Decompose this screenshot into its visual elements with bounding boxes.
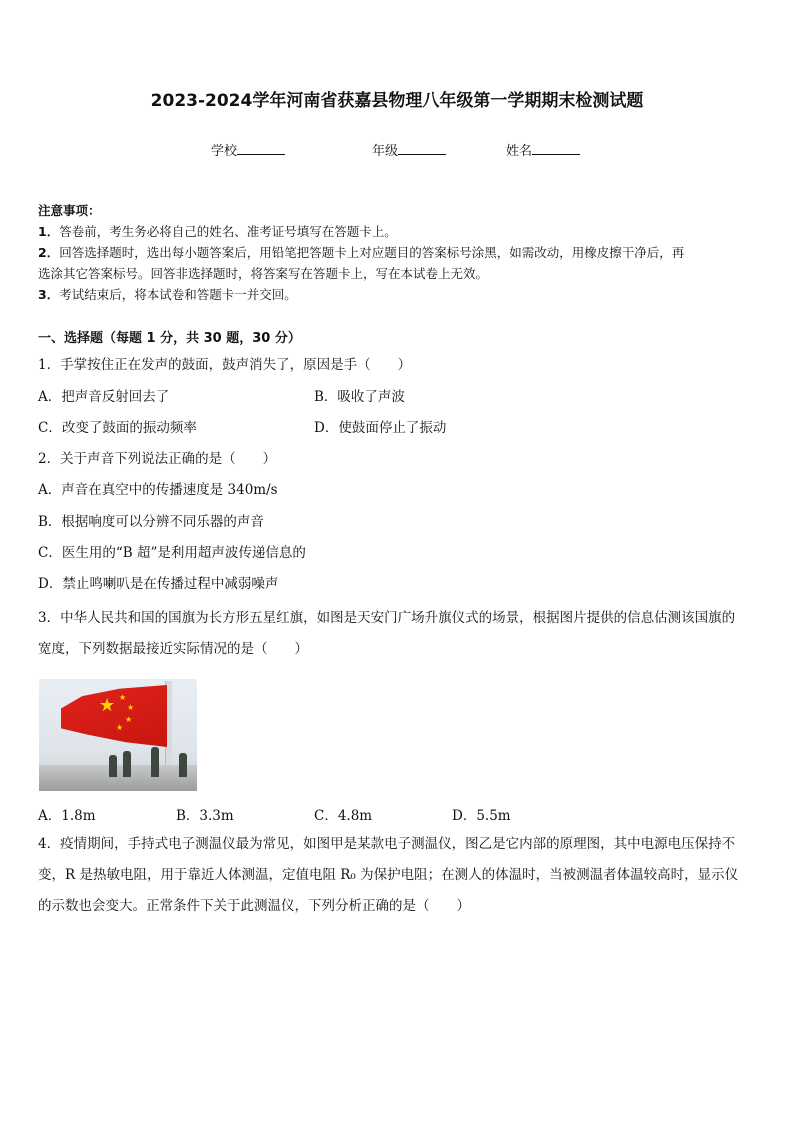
question-2-option-a: A．声音在真空中的传播速度是 340m/s bbox=[38, 482, 278, 498]
small-star-icon: ★ bbox=[127, 703, 135, 712]
question-4-stem bbox=[38, 829, 758, 922]
question-3-option-a: A．1.8m bbox=[38, 808, 96, 824]
notice-item-1: 1．答卷前，考生务必将自己的姓名、准考证号填写在答题卡上。 bbox=[38, 224, 397, 239]
name-label: 姓名 bbox=[506, 144, 533, 159]
question-2-option-c: C．医生用的“B 超”是利用超声波传递信息的 bbox=[38, 545, 306, 561]
question-3-line-2: 宽度，下列数据最接近实际情况的是（ ） bbox=[38, 641, 308, 657]
notice-heading: 注意事项： bbox=[38, 203, 101, 218]
grade-blank bbox=[398, 142, 446, 155]
notice-item-3: 3．考试结束后，将本试卷和答题卡一并交回。 bbox=[38, 287, 297, 302]
grade-label: 年级 bbox=[372, 144, 399, 159]
question-4-line-3: 的示数也会变大。正常条件下关于此测温仪，下列分析正确的是（ ） bbox=[38, 898, 470, 914]
notice-item-2: 2．回答选择题时，选出每小题答案后，用铅笔把答题卡上对应题目的答案标号涂黑，如需改动，用橡皮擦干净后，再 bbox=[38, 245, 685, 260]
grade-field bbox=[372, 140, 446, 159]
small-star-icon: ★ bbox=[125, 715, 133, 724]
page-title: 2023-2024学年河南省获嘉县物理八年级第一学期期末检测试题 bbox=[150, 91, 644, 111]
guard-figure bbox=[179, 753, 187, 777]
school-label: 学校 bbox=[211, 144, 238, 159]
guard-figure bbox=[123, 751, 131, 777]
question-2-option-b: B．根据响度可以分辨不同乐器的声音 bbox=[38, 514, 264, 530]
school-field bbox=[211, 140, 285, 159]
question-3-line-1: 3．中华人民共和国的国旗为长方形五星红旗，如图是天安门广场升旗仪式的场景，根据图片提供的信息估测该国旗的 bbox=[38, 610, 736, 626]
flag-raising-photo bbox=[39, 679, 197, 791]
notice-block bbox=[38, 200, 758, 305]
question-3-stem bbox=[38, 603, 758, 665]
small-star-icon: ★ bbox=[116, 723, 124, 732]
question-2-option-d: D．禁止鸣喇叭是在传播过程中减弱噪声 bbox=[38, 576, 279, 592]
question-3-option-b: B．3.3m bbox=[176, 808, 234, 824]
small-star-icon: ★ bbox=[119, 693, 127, 702]
photo-ground bbox=[39, 765, 197, 791]
section-heading: 一、选择题（每题 1 分，共 30 题，30 分） bbox=[38, 331, 301, 346]
question-1-option-a: A．把声音反射回去了 bbox=[38, 389, 170, 405]
question-1-option-d: D．使鼓面停止了振动 bbox=[314, 420, 447, 436]
school-blank bbox=[237, 142, 285, 155]
notice-item-2-cont: 选涂其它答案标号。回答非选择题时，将答案写在答题卡上，写在本试卷上无效。 bbox=[38, 266, 489, 281]
name-blank bbox=[532, 142, 580, 155]
big-star-icon: ★ bbox=[99, 695, 116, 716]
question-3-option-c: C．4.8m bbox=[314, 808, 373, 824]
question-4-line-1: 4．疫情期间，手持式电子测温仪最为常见，如图甲是某款电子测温仪，图乙是它内部的原理图，其中电源电压保持不 bbox=[38, 836, 736, 852]
name-field bbox=[506, 140, 580, 159]
question-3-option-d: D．5.5m bbox=[452, 808, 511, 824]
question-2-stem: 2．关于声音下列说法正确的是（ ） bbox=[38, 451, 277, 467]
question-1-option-b: B．吸收了声波 bbox=[314, 389, 405, 405]
guard-figure bbox=[151, 747, 159, 777]
guard-figure bbox=[109, 755, 117, 777]
question-1-option-c: C．改变了鼓面的振动频率 bbox=[38, 420, 197, 436]
question-1-stem: 1．手掌按住正在发声的鼓面，鼓声消失了，原因是手（ ） bbox=[38, 357, 412, 373]
question-4-line-2: 变，R 是热敏电阻，用于靠近人体测温，定值电阻 R₀ 为保护电阻；在测人的体温时，当被测温者体温较高时，显示仪 bbox=[38, 867, 739, 883]
